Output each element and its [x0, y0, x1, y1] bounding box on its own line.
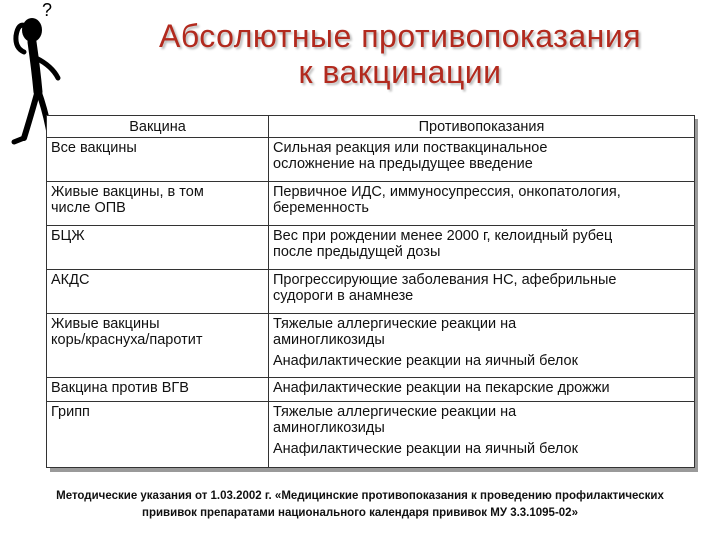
header-vaccine: Вакцина [47, 116, 269, 138]
contra-text: Анафилактические реакции на яичный белок [273, 441, 578, 457]
contra-cell [269, 314, 695, 378]
contra-cell [269, 138, 695, 182]
vaccine-text: Грипп [51, 404, 90, 420]
table-row [47, 314, 695, 378]
contra-text: осложнение на предыдущее введение [273, 156, 533, 172]
page-title [110, 18, 690, 90]
table-row [47, 182, 695, 226]
vaccine-text: Живые вакцины, в том [51, 184, 204, 200]
table-row [47, 270, 695, 314]
title-line-1: Абсолютные противопоказания [158, 18, 642, 54]
table-row [47, 138, 695, 182]
contra-cell [269, 378, 695, 402]
question-mark-icon: ? [42, 0, 53, 20]
vaccine-text: БЦЖ [51, 228, 85, 244]
footnote-line-2: прививок препаратами национального календаря прививок МУ 3.3.1095-02» [142, 507, 578, 519]
table-row [47, 402, 695, 468]
table-row [47, 378, 695, 402]
contra-text: Тяжелые аллергические реакции на [273, 316, 517, 332]
vaccine-cell [47, 226, 269, 270]
contra-text: после предыдущей дозы [273, 244, 441, 260]
contra-text: Анафилактические реакции на пекарские дрожжи [273, 380, 610, 396]
table-row [47, 226, 695, 270]
contra-text: Прогрессирующие заболевания НС, афебрильные [273, 272, 617, 288]
vaccine-cell [47, 138, 269, 182]
vaccine-text: Все вакцины [51, 140, 137, 156]
vaccine-cell [47, 402, 269, 468]
contra-text: Первичное ИДС, иммуносупрессия, онкопатология, [273, 184, 621, 200]
contra-cell [269, 402, 695, 468]
contra-text: судороги в анамнезе [273, 288, 414, 304]
contra-text: Анафилактические реакции на яичный белок [273, 353, 578, 369]
contra-text: беременность [273, 200, 369, 216]
vaccine-cell [47, 182, 269, 226]
contra-text: аминогликозиды [273, 420, 385, 436]
contra-text: аминогликозиды [273, 332, 385, 348]
footnote-line-1: Методические указания от 1.03.2002 г. «Медицинские противопоказания к проведению профилактических [56, 490, 664, 502]
contra-cell [269, 270, 695, 314]
table-header-row [47, 116, 695, 138]
contra-text: Вес при рождении менее 2000 г, келоидный рубец [273, 228, 613, 244]
vaccine-cell [47, 314, 269, 378]
header-contraindications: Противопоказания [269, 116, 695, 138]
contra-cell [269, 182, 695, 226]
contra-text: Тяжелые аллергические реакции на [273, 404, 517, 420]
contra-cell [269, 226, 695, 270]
title-line-2: к вакцинации [298, 54, 502, 90]
vaccine-cell [47, 270, 269, 314]
vaccine-cell [47, 378, 269, 402]
vaccine-text: корь/краснуха/паротит [51, 332, 203, 348]
contra-text: Сильная реакция или поствакцинальное [273, 140, 548, 156]
vaccine-text: АКДС [51, 272, 90, 288]
vaccine-text: Живые вакцины [51, 316, 160, 332]
vaccine-text: числе ОПВ [51, 200, 126, 216]
contraindications-table [46, 115, 694, 468]
vaccine-text: Вакцина против ВГВ [51, 380, 189, 396]
footnote [20, 488, 700, 522]
